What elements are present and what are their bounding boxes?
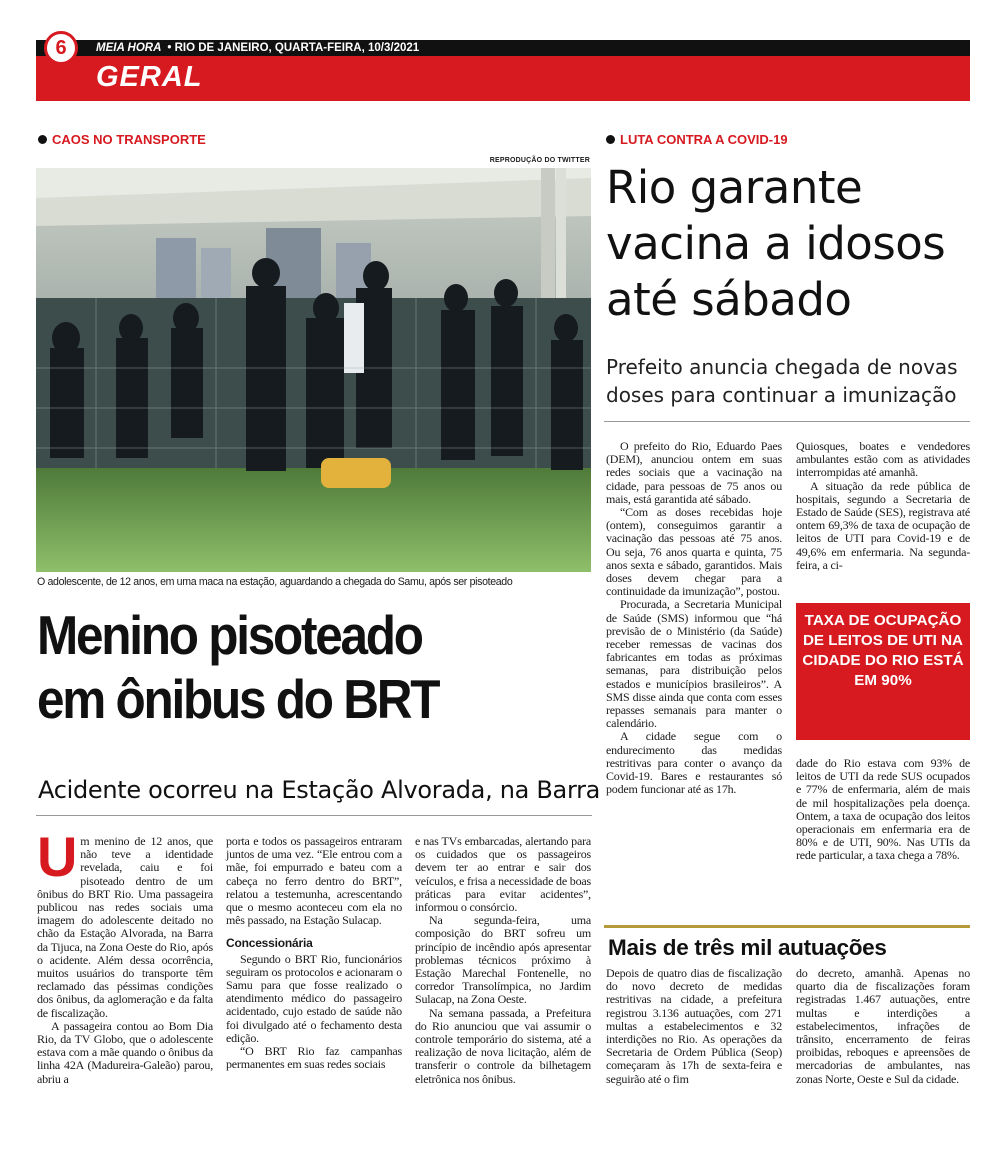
- covid-column-2-bottom: dade do Rio estava com 93% de leitos de UTI da rede SUS ocupados e 77% de enfermaria, além de mais de mil hospitalizações pela doença. Ontem, a taxa de ocupação dos leitos operacionais em enfermaria era de 80% e de UTI, 90%. Nas UTIs da rede particular, a taxa chega a 78%.: [796, 756, 970, 863]
- divider: [36, 815, 592, 816]
- kicker-right: LUTA CONTRA A COVID-19: [606, 132, 788, 147]
- headline-right: Rio garante vacina a idosos até sábado: [606, 161, 946, 326]
- factbox: TAXA DE OCUPAÇÃO DE LEITOS DE UTI NA CIDADE DO RIO ESTÁ EM 90%: [796, 603, 970, 740]
- gold-rule: [604, 925, 970, 928]
- crowd-photo: [36, 168, 591, 572]
- section-title: GERAL: [96, 61, 203, 93]
- brief-column-2: do decreto, amanhã. Apenas no quarto dia de fiscalizações foram registradas 1.467 autuações, entre multas e interdições a estabelecimentos, infrações de trânsito, encerramento de feiras proibidas, reboques e apreensões de mercadorias de ambulantes, nas zonas Norte, Oeste e Sul da cidade.: [796, 966, 970, 1086]
- subhead-concessionaria: Concessionária: [226, 936, 313, 951]
- kicker-left: CAOS NO TRANSPORTE: [38, 132, 206, 147]
- bullet-icon: [606, 135, 615, 144]
- photo-credit: REPRODUÇÃO DO TWITTER: [489, 157, 590, 164]
- body-column-3: e nas TVs embarcadas, alertando para os cuidados que os passageiros devem ter ao entrar e sair dos veículos, e frisa a necessidade de boas práticas para evitar acidentes”, informou o consórcio. Na segunda-feira, uma composição do BRT sofreu um princípio de incêndio após apresentar problemas técnicos próximo à Estação Marechal Fontenelle, no corredor Transolímpica, no Jardim Sulacap, na Zona Oeste. Na semana passada, a Prefeitura do Rio anunciou que vai assumir o controle temporário do sistema, até a realização de nova licitação, além de transferir o controle da bilhetagem eletrônica nos ônibus.: [415, 834, 591, 1086]
- page-number: 6: [44, 31, 78, 65]
- bullet-icon: [38, 135, 47, 144]
- body-column-1: U m menino de 12 anos, que não teve a identidade revelada, caiu e foi pisoteado dentro de um ônibus do BRT Rio. Uma passageira publicou nas redes sociais uma imagem do adolescente deitado no chão da Estação Alvorada, na Barra da Tijuca, na Zona Oeste do Rio, após o acidente. Além dessa ocorrência, muitos usuários do transporte têm reclamado das péssimas condições dos ônibus, da aglomeração e da falta de fiscalização. A passageira contou ao Bom Dia Rio, da TV Globo, que o adolescente estava com a mãe quando o ônibus da linha 42A (Madureira-Galeão) parou, abriu a: [37, 825, 213, 1086]
- divider: [604, 421, 970, 422]
- dateline: • RIO DE JANEIRO, QUARTA-FEIRA, 10/3/2021: [167, 42, 420, 54]
- dropcap: U: [37, 825, 78, 888]
- covid-column-1: O prefeito do Rio, Eduardo Paes (DEM), anunciou ontem em suas redes sociais que a vacinação na cidade, para pessoas de 75 anos ou mais, está garantida até sábado. “Com as doses recebidas hoje (ontem), conseguimos garantir a vacinação das pessoas até 75 anos. Ou seja, 76 anos quarta e quinta, 75 anos sexta e sábado, garantidos. Mais doses devem chegar para a continuidade da imunização”, postou. Procurada, a Secretaria Municipal de Saúde (SMS) informou que “há previsão de o Ministério (da Saúde) receber remessas de vacinas dos fabricantes em todas as próximas semanas, para distribuição pelos estados e municípios brasileiros”. A SMS disse ainda que conta com esses repasses semanais para manter o calendário. A cidade segue com o endurecimento das medidas restritivas para conter o avanço da Covid-19. Bares e restaurantes só podem funcionar até as 17h.: [606, 439, 782, 797]
- photo-illustration-icon: [36, 168, 591, 572]
- masthead-text: [96, 40, 419, 56]
- subheadline-left: Acidente ocorreu na Estação Alvorada, na Barra: [38, 776, 601, 804]
- photo-caption: O adolescente, de 12 anos, em uma maca na estação, aguardando a chegada do Samu, após ser pisoteado: [37, 576, 513, 588]
- covid-column-2-top: Quiosques, boates e vendedores ambulantes estão com as atividades interrompidas até amanhã. A situação da rede pública de hospitais, segundo a Secretaria de Estado de Saúde (SES), registrava até ontem 69,3% de taxa de ocupação de leitos de UTI para Covid-19 e de 49,6% em enfermaria. Na segunda-feira, a ci-: [796, 439, 970, 572]
- brand-name: MEIA HORA: [96, 42, 162, 54]
- headline-left: Menino pisoteado em ônibus do BRT: [37, 604, 439, 730]
- subheadline-right: Prefeito anuncia chegada de novas doses para continuar a imunização: [606, 355, 958, 407]
- brief-headline: Mais de três mil autuações: [608, 935, 887, 960]
- brief-column-1: Depois de quatro dias de fiscalização do novo decreto de medidas restritivas na cidade, a prefeitura registrou 3.136 autuações, com 271 multas a estabelecimentos e 32 interdições no Rio. As operações da Secretaria de Ordem Pública (Seop) começaram às 17h de sexta-feira e seguirão até o fim: [606, 966, 782, 1086]
- body-column-2: porta e todos os passageiros entraram juntos de uma vez. “Ele entrou com a mãe, foi empurrado e bateu com a cabeça no ferro dentro do BRT”, relatou a testemunha, acrescentando que o mesmo aconteceu com ela no mês passado, na Estação Sulacap. Concessionária Segundo o BRT Rio, funcionários seguiram os protocolos e acionaram o Samu para que fosse realizado o atendimento médico do passageiro acidentado, cujo estado de saúde não foi divulgado até o fechamento desta edição. “O BRT Rio faz campanhas permanentes em suas redes sociais: [226, 834, 402, 1072]
